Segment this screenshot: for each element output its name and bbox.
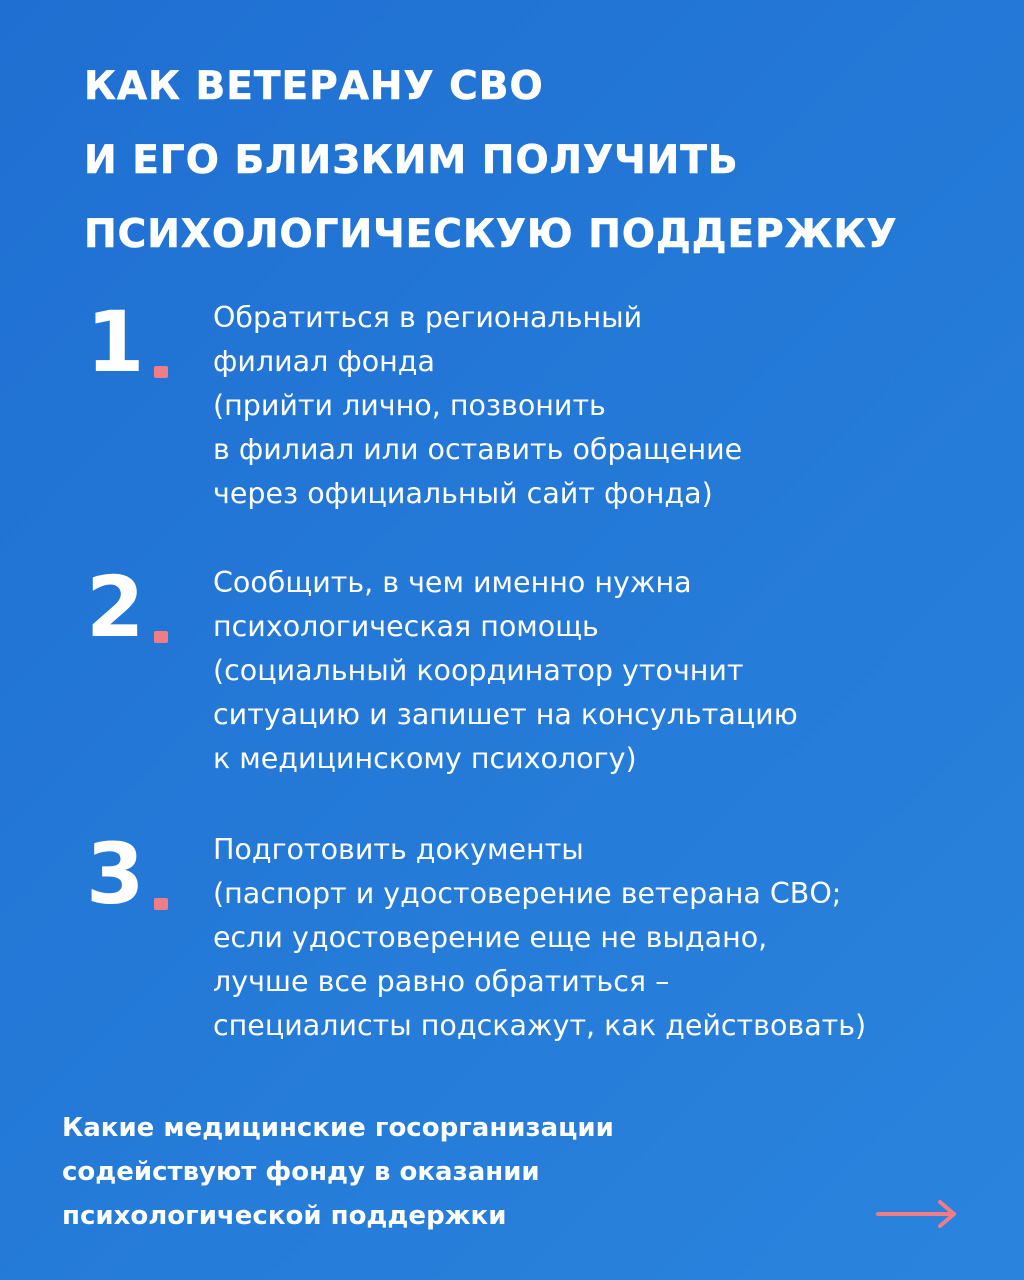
title-line-3: ПСИХОЛОГИЧЕСКУЮ ПОДДЕРЖКУ — [84, 212, 898, 257]
step-1-line-2: филиал фонда — [213, 345, 435, 378]
step-2-line-2: психологическая помощь — [213, 610, 599, 643]
step-1-line-5: через официальный сайт фонда) — [213, 477, 713, 510]
step-3-text — [213, 828, 993, 1048]
step-3-line-2: (паспорт и удостоверение ветерана СВО; — [213, 877, 842, 910]
step-number-digit: 1 — [86, 293, 145, 391]
step-number-2 — [78, 558, 198, 661]
step-number-digit: 3 — [86, 825, 145, 923]
step-3-line-5: специалисты подскажут, как действовать) — [213, 1009, 867, 1042]
page-title — [84, 50, 1004, 272]
arrow-right-icon[interactable] — [874, 1196, 960, 1232]
step-1-text — [213, 296, 993, 516]
step-2-text — [213, 561, 993, 781]
step-number-digit: 2 — [86, 558, 145, 656]
accent-dot — [154, 631, 168, 643]
step-2-line-1: Сообщить, в чем именно нужна — [213, 566, 692, 599]
step-1-line-1: Обратиться в региональный — [213, 301, 643, 334]
step-1-line-4: в филиал или оставить обращение — [213, 433, 743, 466]
next-topic-teaser — [62, 1106, 842, 1238]
step-3-line-3: если удостоверение еще не выдано, — [213, 921, 768, 954]
footer-line-1: Какие медицинские госорганизации — [62, 1113, 614, 1143]
step-3-line-1: Подготовить документы — [213, 833, 584, 866]
title-line-1: КАК ВЕТЕРАНУ СВО — [84, 64, 544, 109]
step-2-line-3: (социальный координатор уточнит — [213, 654, 744, 687]
step-number-1 — [78, 293, 198, 396]
step-1-line-3: (прийти лично, позвонить — [213, 389, 606, 422]
footer-line-2: содействуют фонду в оказании — [62, 1157, 540, 1187]
step-number-3 — [78, 825, 198, 928]
title-line-2: И ЕГО БЛИЗКИМ ПОЛУЧИТЬ — [84, 138, 739, 183]
step-2-line-5: к медицинскому психологу) — [213, 742, 637, 775]
accent-dot — [154, 366, 168, 378]
accent-dot — [154, 898, 168, 910]
step-2-line-4: ситуацию и запишет на консультацию — [213, 698, 798, 731]
step-3-line-4: лучше все равно обратиться – — [213, 965, 670, 998]
footer-line-3: психологической поддержки — [62, 1201, 507, 1231]
